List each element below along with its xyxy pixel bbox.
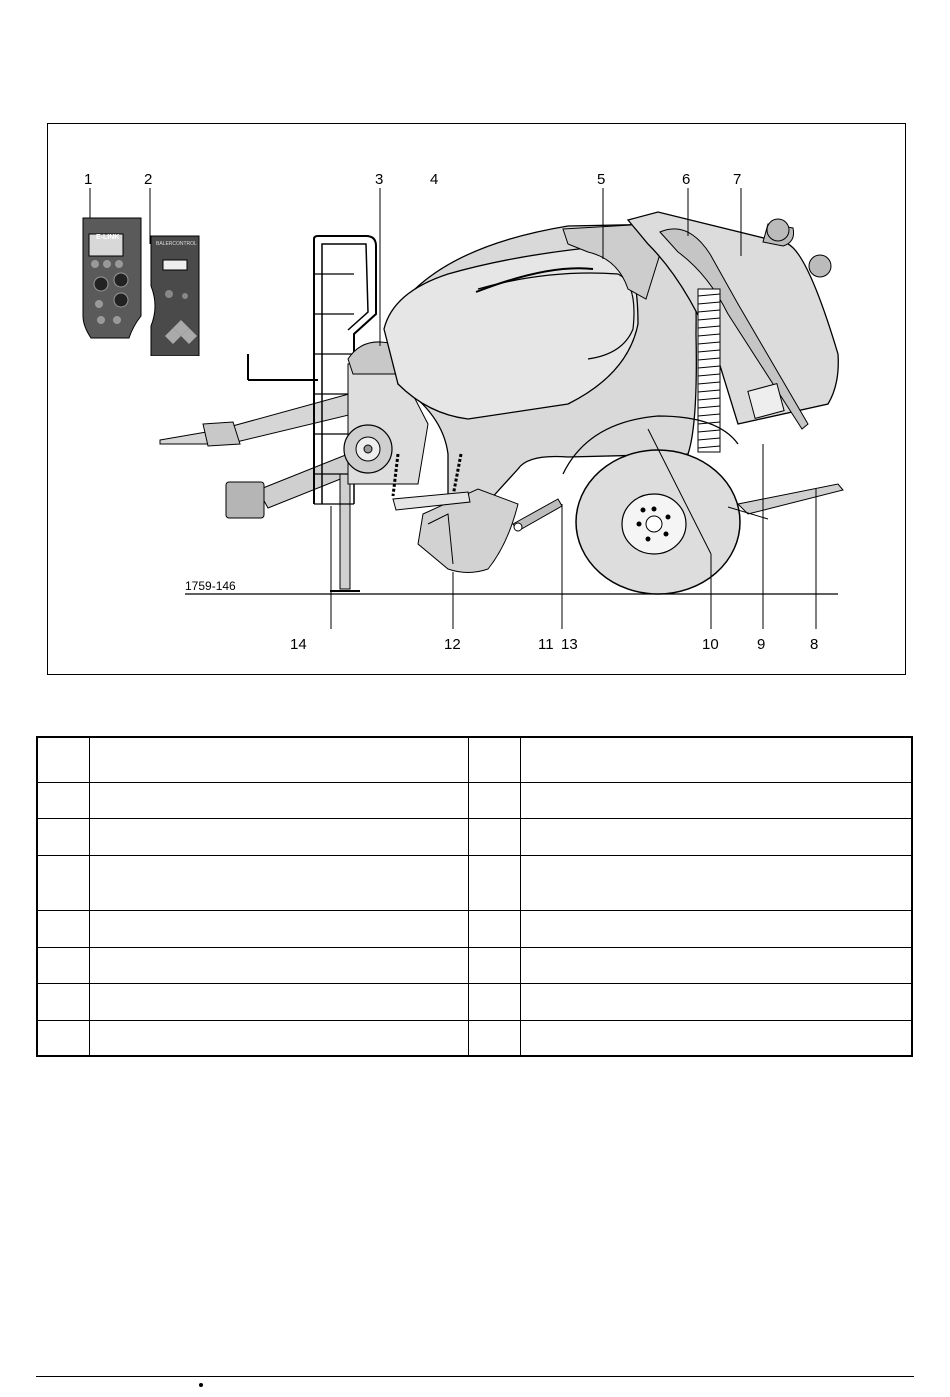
cell-num-left	[37, 910, 90, 947]
table-row	[37, 855, 912, 910]
footer-rule	[36, 1376, 914, 1377]
callout-4: 4	[430, 171, 439, 188]
callout-12: 12	[444, 636, 461, 653]
cell-num-left	[37, 1020, 90, 1056]
cell-desc-right	[521, 782, 913, 818]
table-row	[37, 737, 912, 782]
baler-drawing	[48, 124, 907, 676]
cell-num-left	[37, 737, 90, 782]
cell-num-right	[469, 1020, 521, 1056]
cell-num-left	[37, 947, 90, 983]
cell-desc-left	[90, 983, 469, 1020]
callout-13: 13	[561, 636, 578, 653]
cell-num-right	[469, 737, 521, 782]
baler-control-label: BALERCONTROL	[156, 241, 197, 247]
cell-desc-left	[90, 947, 469, 983]
cell-desc-right	[521, 855, 913, 910]
table-row	[37, 947, 912, 983]
figure-id: 1759-146	[185, 579, 236, 593]
cell-num-right	[469, 855, 521, 910]
callout-10: 10	[702, 636, 719, 653]
table-row	[37, 818, 912, 855]
table-row	[37, 983, 912, 1020]
cell-desc-left	[90, 855, 469, 910]
cell-num-right	[469, 947, 521, 983]
cell-desc-left	[90, 782, 469, 818]
callout-3: 3	[375, 171, 384, 188]
cell-num-right	[469, 782, 521, 818]
callout-6: 6	[682, 171, 691, 188]
callout-5: 5	[597, 171, 606, 188]
table-row	[37, 782, 912, 818]
cell-desc-left	[90, 818, 469, 855]
machine-figure	[47, 123, 906, 675]
cell-num-left	[37, 818, 90, 855]
cell-desc-right	[521, 947, 913, 983]
cell-desc-right	[521, 1020, 913, 1056]
footer-bullet	[199, 1383, 203, 1387]
elink-label: E-LINK	[96, 234, 120, 241]
cell-num-left	[37, 782, 90, 818]
callout-8: 8	[810, 636, 819, 653]
callout-14: 14	[290, 636, 307, 653]
cell-num-left	[37, 855, 90, 910]
cell-desc-right	[521, 737, 913, 782]
callout-7: 7	[733, 171, 742, 188]
callout-11: 11	[538, 636, 554, 653]
callout-1: 1	[84, 171, 93, 188]
cell-num-right	[469, 983, 521, 1020]
cell-num-right	[469, 910, 521, 947]
table-row	[37, 910, 912, 947]
legend-table	[36, 736, 913, 1057]
cell-desc-left	[90, 1020, 469, 1056]
cell-desc-left	[90, 910, 469, 947]
table-row	[37, 1020, 912, 1056]
cell-desc-right	[521, 983, 913, 1020]
callout-9: 9	[757, 636, 766, 653]
cell-desc-left	[90, 737, 469, 782]
cell-desc-right	[521, 910, 913, 947]
callout-2: 2	[144, 171, 153, 188]
cell-desc-right	[521, 818, 913, 855]
cell-num-left	[37, 983, 90, 1020]
cell-num-right	[469, 818, 521, 855]
